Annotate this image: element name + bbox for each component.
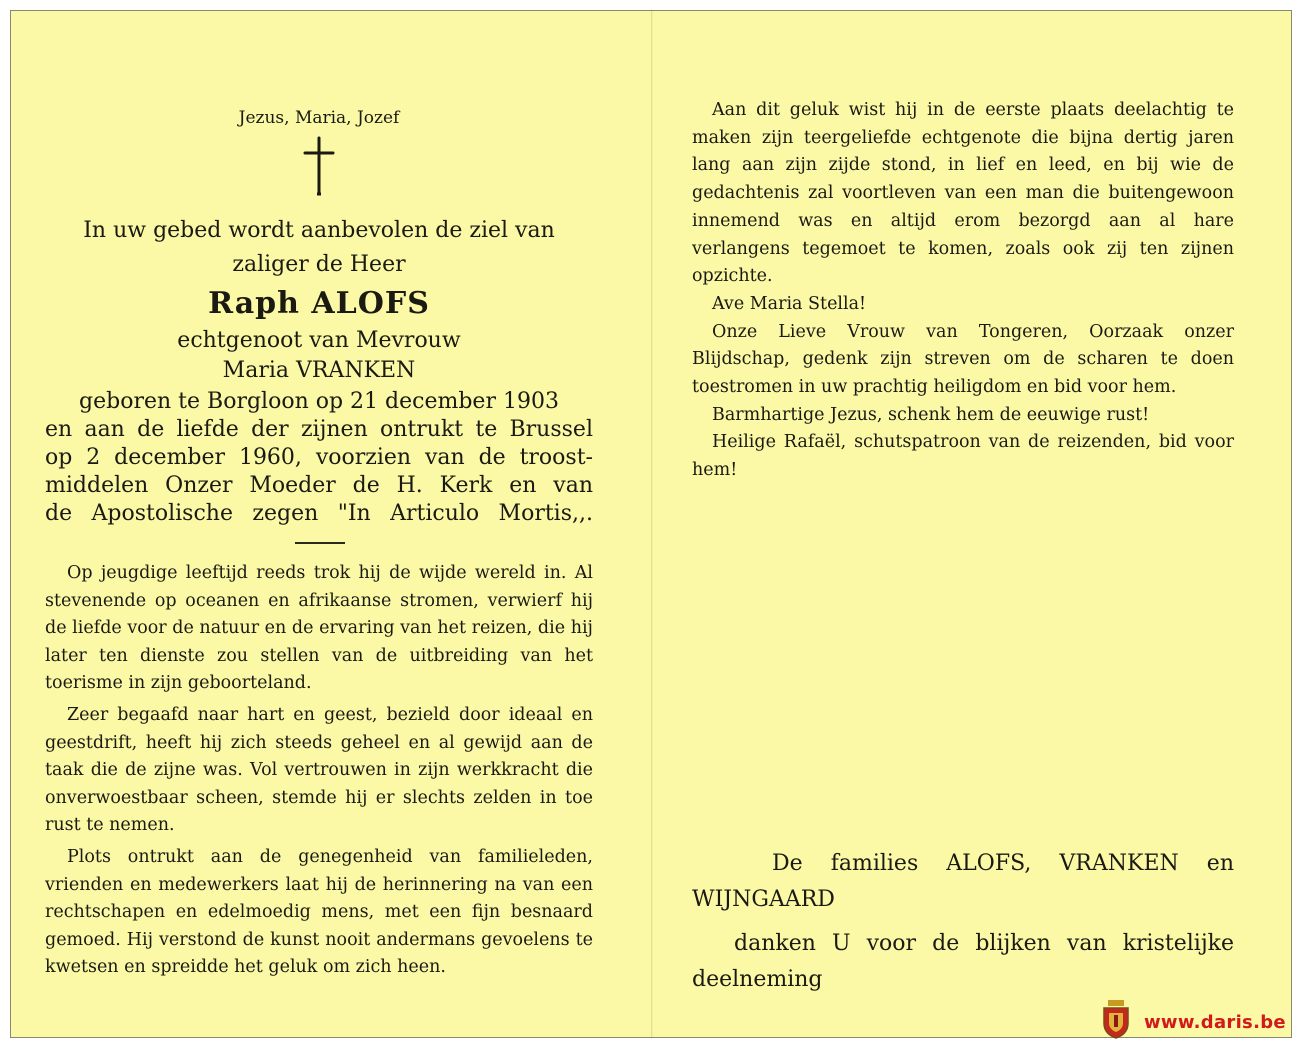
prayer-line: Ave Maria Stella! [712,293,867,314]
divider [295,542,345,544]
bio-line: en aan de liefde der zijnen ontrukt te Brussel [45,417,593,442]
families-last: WIJNGAARD [692,887,835,912]
thanks-line: danken U voor de blijken van kristelijke [734,931,1234,956]
left-panel [45,108,593,982]
intro-line: In uw gebed wordt aanbevolen de ziel van [83,218,555,243]
coat-of-arms-icon [1101,999,1131,1039]
deceased-name: Raph ALOFS [208,286,430,321]
right-panel [692,97,1234,485]
memorial-paragraph: Aan dit geluk wist hij in de eerste plaats deelachtig te maken zijn teergeliefde echtgenote die bijna dertig jaren lang aan zijn zijde stond, in lief en leed, en bij wie de gedachtenis zal voortleven van een man die buitengewoon innemend was en altijd erom bezorgd aan al hare verlangens tegemoet te komen, zoals ook zij ten zijnen opzichte. [692,100,1234,287]
bio-line: middelen Onzer Moeder de H. Kerk en van [45,473,593,498]
watermark-text: www.daris.be [1144,1012,1286,1033]
families-line: De families ALOFS, VRANKEN en [772,851,1234,876]
latin-cross-icon [299,136,339,196]
bio-paragraph: Op jeugdige leeftijd reeds trok hij de wijde wereld in. Al stevenende op oceanen en afrikaanse stromen, verwierf hij de liefde voor de natuur en de ervaring van het reizen, die hij later ten dienste zou stellen van de uitbreiding van het toerisme in zijn geboorteland. [45,563,593,694]
closing-block [692,846,1234,998]
invocation: Jezus, Maria, Jozef [238,108,400,128]
prayer-paragraph: Heilige Rafaël, schutspatroon van de reizenden, bid voor hem! [692,432,1234,481]
bio-paragraph: Plots ontrukt aan de genegenheid van familieleden, vrienden en medewerkers laat hij de herinnering na van een rechtschapen en edelmoedig mens, met een fijn besnaard gemoed. Hij verstond de kunst nooit andermans gevoelens te kwetsen en spreidde het geluk om zich heen. [45,846,593,978]
prayer-line: Barmhartige Jezus, schenk hem de eeuwige rust! [712,404,1150,425]
bio-paragraph: Zeer begaafd naar hart en geest, bezield door ideaal en geestdrift, heeft hij zich steeds geheel en al gewijd aan de taak die de zijne was. Vol vertrouwen in zijn werkkracht die onverwoestbaar scheen, stemde hij er slechts zelden in toe rust te nemen. [45,704,593,836]
bio-line: geboren te Borgloon op 21 december 1903 [79,389,559,414]
title-line: zaliger de Heer [232,252,406,277]
bio-block [45,388,593,528]
bio-line: op 2 december 1960, voorzien van de troost- [45,445,593,470]
thanks-last: deelneming [692,967,823,992]
spouse-label: echtgenoot van Mevrouw [177,328,461,353]
card-fold [651,10,653,1038]
bio-line: de Apostolische zegen "In Articulo Mortis,,. [45,501,593,526]
prayer-paragraph: Onze Lieve Vrouw van Tongeren, Oorzaak onzer Blijdschap, gedenk zijn streven om de scharen te doen toestromen in uw prachtig heiligdom en bid voor hem. [692,321,1234,398]
spouse-name: Maria VRANKEN [222,358,416,383]
